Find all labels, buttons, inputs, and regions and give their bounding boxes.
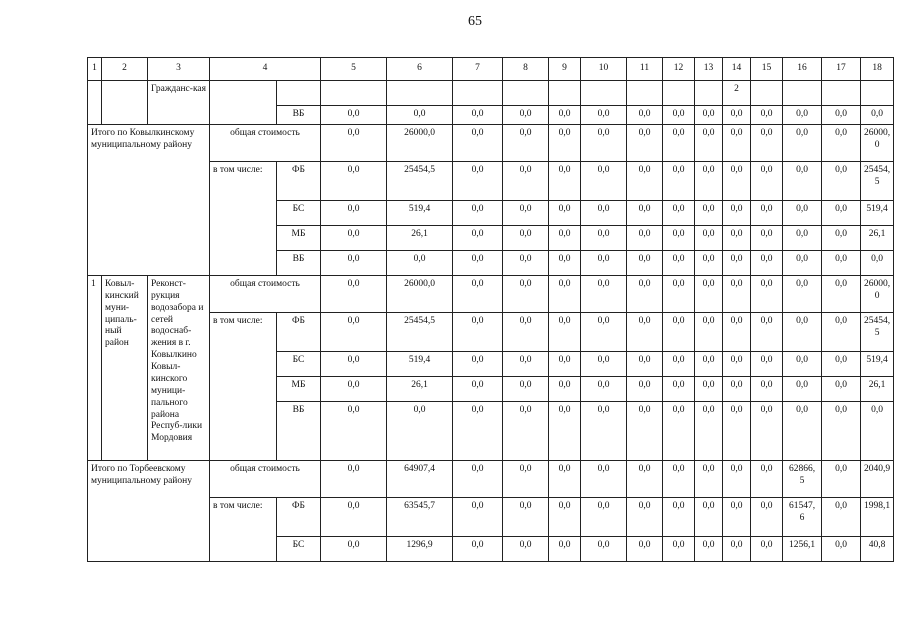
value-cell: 0,0 <box>321 497 387 536</box>
value-cell: 0,0 <box>581 161 627 200</box>
value-cell: 0,0 <box>627 225 663 250</box>
value-cell: 0,0 <box>627 351 663 376</box>
value-cell: 0,0 <box>503 250 549 275</box>
value-cell: 0,0 <box>627 460 663 497</box>
value-cell: 0,0 <box>822 376 861 401</box>
value-cell: 0,0 <box>822 536 861 561</box>
value-cell: 0,0 <box>663 161 695 200</box>
value-cell <box>387 81 453 106</box>
value-cell: 0,0 <box>783 200 822 225</box>
value-cell: 0,0 <box>822 225 861 250</box>
total-cost-label: общая стоимость <box>210 275 321 312</box>
value-cell: 0,0 <box>723 250 751 275</box>
value-cell: 0,0 <box>822 250 861 275</box>
value-cell: 0,0 <box>723 351 751 376</box>
value-cell: 0,0 <box>627 124 663 161</box>
source-label: БС <box>277 351 321 376</box>
value-cell: 0,0 <box>751 376 783 401</box>
value-cell <box>503 81 549 106</box>
value-cell <box>627 81 663 106</box>
value-cell: 0,0 <box>627 401 663 460</box>
value-cell: 0,0 <box>783 312 822 351</box>
value-cell: 0,0 <box>723 161 751 200</box>
value-cell <box>453 81 503 106</box>
including-label: в том числе: <box>210 312 277 460</box>
value-cell: 0,0 <box>321 200 387 225</box>
value-cell: 25454, 5 <box>861 161 894 200</box>
value-cell: 0,0 <box>549 401 581 460</box>
value-cell: 0,0 <box>321 106 387 125</box>
value-cell: 0,0 <box>751 106 783 125</box>
district-name: Ковыл-кинский муни-ципаль-ный район <box>102 275 148 460</box>
value-cell: 0,0 <box>861 250 894 275</box>
value-cell: 25454,5 <box>387 161 453 200</box>
value-cell: 26,1 <box>387 376 453 401</box>
source-label: МБ <box>277 225 321 250</box>
including-label: в том числе: <box>210 161 277 275</box>
value-cell: 0,0 <box>581 401 627 460</box>
value-cell: 0,0 <box>503 497 549 536</box>
value-cell: 0,0 <box>783 124 822 161</box>
value-cell: 0,0 <box>663 376 695 401</box>
value-cell: 0,0 <box>453 460 503 497</box>
value-cell: 1296,9 <box>387 536 453 561</box>
value-cell: 0,0 <box>549 200 581 225</box>
value-cell: 0,0 <box>723 497 751 536</box>
column-header: 6 <box>387 58 453 81</box>
column-header: 14 <box>723 58 751 81</box>
value-cell: 0,0 <box>453 401 503 460</box>
value-cell: 0,0 <box>723 124 751 161</box>
value-cell: 1256,1 <box>783 536 822 561</box>
column-header: 16 <box>783 58 822 81</box>
value-cell: 0,0 <box>549 536 581 561</box>
value-cell: 0,0 <box>581 200 627 225</box>
value-cell: 0,0 <box>453 225 503 250</box>
value-cell: 0,0 <box>503 106 549 125</box>
value-cell: 519,4 <box>861 200 894 225</box>
value-cell: 0,0 <box>783 351 822 376</box>
table-row <box>88 275 894 312</box>
value-cell: 0,0 <box>581 460 627 497</box>
value-cell: 0,0 <box>549 376 581 401</box>
value-cell: 0,0 <box>549 124 581 161</box>
table-row <box>88 124 894 161</box>
value-cell: 0,0 <box>723 401 751 460</box>
value-cell: 0,0 <box>663 124 695 161</box>
value-cell: 26000, 0 <box>861 275 894 312</box>
value-cell: 0,0 <box>663 401 695 460</box>
total-cost-label: общая стоимость <box>210 124 321 161</box>
value-cell: 0,0 <box>783 106 822 125</box>
value-cell: 0,0 <box>861 401 894 460</box>
value-cell: 0,0 <box>695 536 723 561</box>
value-cell: 0,0 <box>387 106 453 125</box>
value-cell: 0,0 <box>503 225 549 250</box>
value-cell: 0,0 <box>321 250 387 275</box>
value-cell: 0,0 <box>751 161 783 200</box>
page-number: 65 <box>468 14 482 29</box>
value-cell: 0,0 <box>627 200 663 225</box>
value-cell: 26,1 <box>387 225 453 250</box>
value-cell: 0,0 <box>321 376 387 401</box>
group-title: Итого по Ковылкинскому муниципальному району <box>88 124 210 275</box>
column-header: 15 <box>751 58 783 81</box>
value-cell: 0,0 <box>453 250 503 275</box>
source-label: БС <box>277 200 321 225</box>
source-label: ФБ <box>277 312 321 351</box>
value-cell: 0,0 <box>503 312 549 351</box>
value-cell: 0,0 <box>387 401 453 460</box>
value-cell: 0,0 <box>453 312 503 351</box>
value-cell: 0,0 <box>453 275 503 312</box>
value-cell: 0,0 <box>663 200 695 225</box>
column-header: 18 <box>861 58 894 81</box>
value-cell: 0,0 <box>783 250 822 275</box>
header-row <box>88 58 894 81</box>
value-cell: 0,0 <box>695 250 723 275</box>
value-cell: 0,0 <box>783 376 822 401</box>
value-cell: 0,0 <box>663 497 695 536</box>
value-cell: 0,0 <box>549 106 581 125</box>
value-cell: 0,0 <box>321 460 387 497</box>
value-cell: 0,0 <box>822 401 861 460</box>
including-label: в том числе: <box>210 497 277 561</box>
value-cell: 0,0 <box>503 200 549 225</box>
value-cell: 0,0 <box>783 161 822 200</box>
value-cell: 0,0 <box>453 200 503 225</box>
value-cell: 62866, 5 <box>783 460 822 497</box>
table-row <box>88 81 894 106</box>
row-number: 1 <box>88 275 102 460</box>
value-cell: 0,0 <box>783 225 822 250</box>
source-label: ВБ <box>277 401 321 460</box>
value-cell: 0,0 <box>695 161 723 200</box>
value-cell: 0,0 <box>751 225 783 250</box>
value-cell: 0,0 <box>723 106 751 125</box>
value-cell: 0,0 <box>627 161 663 200</box>
value-cell: 0,0 <box>723 225 751 250</box>
object-name: Реконст-рукция водозабора и сетей водоснаб-жения в г. Ковылкино Ковыл-кинского муници-пального района Респуб-лики Мордовия <box>148 275 210 460</box>
value-cell: 0,0 <box>581 312 627 351</box>
value-cell: 0,0 <box>695 460 723 497</box>
value-cell: 0,0 <box>549 351 581 376</box>
column-header: 10 <box>581 58 627 81</box>
value-cell: 0,0 <box>822 497 861 536</box>
value-cell: 0,0 <box>695 401 723 460</box>
value-cell: 0,0 <box>453 124 503 161</box>
value-cell: 0,0 <box>453 161 503 200</box>
value-cell: 0,0 <box>663 250 695 275</box>
table-cell <box>102 81 148 125</box>
table-row <box>88 460 894 497</box>
value-cell: 26000,0 <box>387 275 453 312</box>
value-cell: 0,0 <box>627 376 663 401</box>
value-cell: 0,0 <box>723 376 751 401</box>
column-header: 12 <box>663 58 695 81</box>
source-label: МБ <box>277 376 321 401</box>
value-cell: 0,0 <box>695 200 723 225</box>
value-cell: 0,0 <box>751 536 783 561</box>
value-cell: 0,0 <box>503 351 549 376</box>
value-cell <box>783 81 822 106</box>
value-cell: 25454, 5 <box>861 312 894 351</box>
value-cell: 0,0 <box>723 536 751 561</box>
value-cell: 1998,1 <box>861 497 894 536</box>
value-cell <box>861 81 894 106</box>
value-cell: 0,0 <box>751 351 783 376</box>
value-cell: 64907,4 <box>387 460 453 497</box>
value-cell: 0,0 <box>751 275 783 312</box>
value-cell: 0,0 <box>453 376 503 401</box>
value-cell: 25454,5 <box>387 312 453 351</box>
value-cell: 0,0 <box>503 536 549 561</box>
column-header: 1 <box>88 58 102 81</box>
value-cell <box>549 81 581 106</box>
value-cell: 0,0 <box>751 200 783 225</box>
value-cell: 0,0 <box>751 460 783 497</box>
column-header: 4 <box>210 58 321 81</box>
value-cell: 0,0 <box>321 351 387 376</box>
value-cell: 0,0 <box>453 351 503 376</box>
value-cell: 0,0 <box>581 275 627 312</box>
value-cell: 0,0 <box>321 275 387 312</box>
value-cell: 0,0 <box>387 250 453 275</box>
value-cell: 0,0 <box>822 124 861 161</box>
value-cell: 0,0 <box>695 225 723 250</box>
value-cell: 0,0 <box>549 312 581 351</box>
value-cell: 0,0 <box>822 161 861 200</box>
value-cell: 2040,9 <box>861 460 894 497</box>
value-cell: 0,0 <box>321 401 387 460</box>
value-cell: 519,4 <box>861 351 894 376</box>
value-cell: 63545,7 <box>387 497 453 536</box>
value-cell: 0,0 <box>663 106 695 125</box>
value-cell: 0,0 <box>822 460 861 497</box>
value-cell: 0,0 <box>783 275 822 312</box>
value-cell: 0,0 <box>627 106 663 125</box>
value-cell: 0,0 <box>663 312 695 351</box>
source-label: ФБ <box>277 497 321 536</box>
value-cell: 0,0 <box>321 312 387 351</box>
table-cell <box>88 81 102 125</box>
value-cell: 0,0 <box>663 351 695 376</box>
value-cell: 0,0 <box>751 497 783 536</box>
value-cell: 519,4 <box>387 200 453 225</box>
value-cell: 0,0 <box>695 312 723 351</box>
value-cell: 0,0 <box>503 275 549 312</box>
value-cell: 0,0 <box>663 275 695 312</box>
value-cell: 0,0 <box>723 312 751 351</box>
value-cell: 0,0 <box>822 275 861 312</box>
value-cell <box>581 81 627 106</box>
value-cell: 0,0 <box>723 460 751 497</box>
value-cell: 0,0 <box>627 312 663 351</box>
value-cell: 0,0 <box>581 225 627 250</box>
source-label: ФБ <box>277 161 321 200</box>
total-cost-label: общая стоимость <box>210 460 321 497</box>
value-cell <box>751 81 783 106</box>
column-header: 7 <box>453 58 503 81</box>
value-cell: 0,0 <box>453 106 503 125</box>
value-cell <box>663 81 695 106</box>
value-cell: 0,0 <box>627 536 663 561</box>
value-cell: 0,0 <box>695 497 723 536</box>
value-cell: 0,0 <box>627 250 663 275</box>
value-cell: 0,0 <box>695 351 723 376</box>
value-cell: 0,0 <box>503 401 549 460</box>
value-cell: 0,0 <box>695 376 723 401</box>
value-cell: 519,4 <box>387 351 453 376</box>
value-cell: 0,0 <box>627 497 663 536</box>
value-cell: 0,0 <box>321 536 387 561</box>
value-cell: 0,0 <box>695 124 723 161</box>
object-name-cell: Гражданс-кая <box>148 81 210 125</box>
column-header: 11 <box>627 58 663 81</box>
value-cell: 0,0 <box>549 275 581 312</box>
value-cell: 0,0 <box>783 401 822 460</box>
table-cell <box>210 81 277 125</box>
value-cell: 0,0 <box>581 250 627 275</box>
value-cell: 0,0 <box>822 351 861 376</box>
column-header: 3 <box>148 58 210 81</box>
value-cell: 0,0 <box>503 124 549 161</box>
group-title: Итого по Торбеевскому муниципальному району <box>88 460 210 561</box>
value-cell: 0,0 <box>453 536 503 561</box>
value-cell: 0,0 <box>627 275 663 312</box>
value-cell: 0,0 <box>581 351 627 376</box>
value-cell: 0,0 <box>822 106 861 125</box>
source-label: БС <box>277 536 321 561</box>
value-cell: 0,0 <box>503 376 549 401</box>
value-cell: 0,0 <box>751 124 783 161</box>
value-cell: 0,0 <box>751 401 783 460</box>
value-cell: 0,0 <box>549 161 581 200</box>
value-cell: 0,0 <box>581 497 627 536</box>
column-header: 9 <box>549 58 581 81</box>
value-cell: 0,0 <box>581 106 627 125</box>
value-cell: 0,0 <box>723 275 751 312</box>
column-header: 13 <box>695 58 723 81</box>
value-cell: 0,0 <box>503 161 549 200</box>
budget-table <box>87 57 894 562</box>
value-cell: 40,8 <box>861 536 894 561</box>
value-cell: 0,0 <box>822 200 861 225</box>
value-cell: 26000,0 <box>387 124 453 161</box>
value-cell: 0,0 <box>695 275 723 312</box>
value-cell: 0,0 <box>695 106 723 125</box>
value-cell: 26,1 <box>861 225 894 250</box>
value-cell: 0,0 <box>549 497 581 536</box>
value-cell: 26,1 <box>861 376 894 401</box>
value-cell: 61547, 6 <box>783 497 822 536</box>
value-cell: 0,0 <box>663 536 695 561</box>
value-cell: 0,0 <box>549 250 581 275</box>
value-cell <box>321 81 387 106</box>
value-cell: 0,0 <box>453 497 503 536</box>
column-header: 17 <box>822 58 861 81</box>
value-cell: 0,0 <box>321 124 387 161</box>
value-cell: 0,0 <box>321 225 387 250</box>
column-header: 5 <box>321 58 387 81</box>
value-cell: 0,0 <box>581 376 627 401</box>
value-cell <box>695 81 723 106</box>
value-cell: 0,0 <box>503 460 549 497</box>
source-label: ВБ <box>277 250 321 275</box>
value-cell: 0,0 <box>321 161 387 200</box>
value-cell: 0,0 <box>581 124 627 161</box>
value-cell: 0,0 <box>751 312 783 351</box>
value-cell: 0,0 <box>663 225 695 250</box>
value-cell: 0,0 <box>861 106 894 125</box>
column-header: 8 <box>503 58 549 81</box>
value-cell: 0,0 <box>751 250 783 275</box>
value-cell: 0,0 <box>663 460 695 497</box>
source-label: ВБ <box>277 106 321 125</box>
value-cell: 0,0 <box>822 312 861 351</box>
value-cell: 0,0 <box>549 225 581 250</box>
value-cell: 26000, 0 <box>861 124 894 161</box>
table-cell <box>277 81 321 106</box>
value-cell: 0,0 <box>549 460 581 497</box>
value-cell: 2 <box>723 81 751 106</box>
value-cell: 0,0 <box>581 536 627 561</box>
value-cell <box>822 81 861 106</box>
value-cell: 0,0 <box>723 200 751 225</box>
column-header: 2 <box>102 58 148 81</box>
